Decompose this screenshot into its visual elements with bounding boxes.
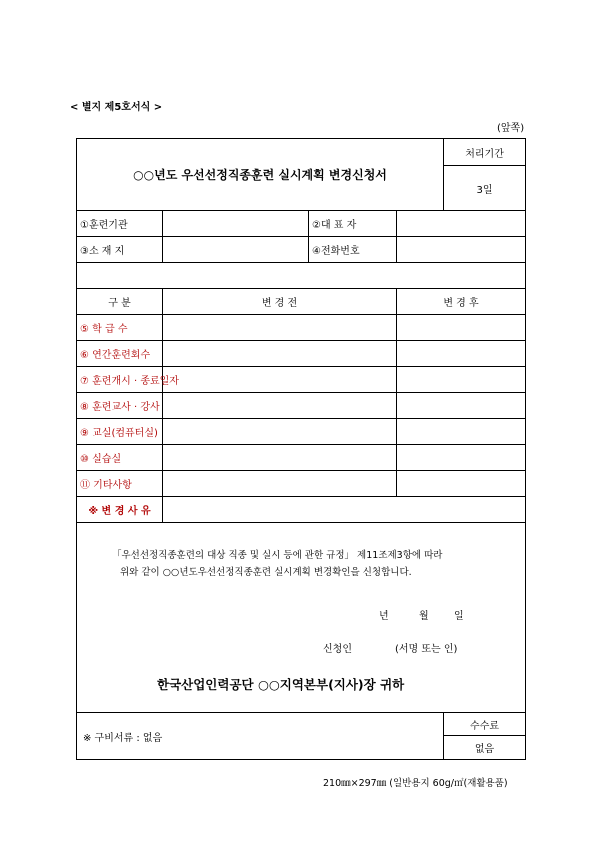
row-label-other: ⑪ 기타사항 [77, 471, 163, 497]
practice-room-after-field[interactable] [397, 445, 526, 471]
row-label-practice-room: ⑩ 실습실 [77, 445, 163, 471]
change-reason-field[interactable] [163, 497, 526, 523]
row-label-annual-sessions: ⑥ 연간훈련회수 [77, 341, 163, 367]
practice-room-before-field[interactable] [163, 445, 397, 471]
row-label-training-dates: ⑦ 훈련개시 · 종료일자 [77, 367, 163, 393]
date-year: 년 [379, 611, 389, 622]
classroom-before-field[interactable] [163, 419, 397, 445]
form-title: ○○년도 우선선정직종훈련 실시계획 변경신청서 [77, 139, 444, 211]
phone-field[interactable] [397, 237, 526, 263]
applicant-label: 신청인 [323, 644, 352, 655]
fee-value: 없음 [444, 736, 526, 760]
column-header-before: 변 경 전 [163, 289, 397, 315]
date-month: 월 [419, 611, 429, 622]
class-count-after-field[interactable] [397, 315, 526, 341]
page-side-label: (앞쪽) [497, 123, 525, 134]
other-before-field[interactable] [163, 471, 397, 497]
row-label-class-count: ⑤ 학 급 수 [77, 315, 163, 341]
fee-label: 수수료 [444, 713, 526, 736]
address-label: ③소 재 지 [77, 237, 163, 263]
other-after-field[interactable] [397, 471, 526, 497]
class-count-before-field[interactable] [163, 315, 397, 341]
declaration-line-2: 위와 같이 ○○년도우선선정직종훈련 실시계획 변경확인을 신청합니다. [120, 567, 412, 578]
classroom-after-field[interactable] [397, 419, 526, 445]
representative-label: ②대 표 자 [309, 211, 397, 237]
processing-period-value: 3일 [444, 166, 526, 211]
spacer-row [77, 263, 526, 289]
training-dates-before-field[interactable] [163, 367, 397, 393]
phone-label: ④전화번호 [309, 237, 397, 263]
paper-spec: 210㎜×297㎜ (일반용지 60g/㎡(재활용품) [323, 778, 508, 789]
declaration-line-1: 「우선선정직종훈련의 대상 직종 및 실시 등에 관한 규정」 제11조제3항에 따라 [112, 550, 443, 561]
annual-sessions-before-field[interactable] [163, 341, 397, 367]
annual-sessions-after-field[interactable] [397, 341, 526, 367]
address-field[interactable] [163, 237, 309, 263]
training-dates-after-field[interactable] [397, 367, 526, 393]
instructors-after-field[interactable] [397, 393, 526, 419]
date-day: 일 [454, 611, 464, 622]
change-reason-label: ※ 변 경 사 유 [77, 497, 163, 523]
column-header-category: 구 분 [77, 289, 163, 315]
processing-period-label: 처리기간 [444, 139, 526, 166]
application-form [76, 138, 526, 760]
row-label-classroom: ⑨ 교실(컴퓨터실) [77, 419, 163, 445]
declaration-block [77, 523, 526, 713]
institution-label: ①훈련기관 [77, 211, 163, 237]
column-header-after: 변 경 후 [397, 289, 526, 315]
instructors-before-field[interactable] [163, 393, 397, 419]
form-number: < 별지 제5호서식 > [70, 102, 163, 113]
institution-field[interactable] [163, 211, 309, 237]
addressee: 한국산업인력공단 ○○지역본부(지사)장 귀하 [157, 677, 405, 692]
required-documents-note: ※ 구비서류 : 없음 [77, 713, 444, 760]
row-label-instructors: ⑧ 훈련교사 · 강사 [77, 393, 163, 419]
representative-field[interactable] [397, 211, 526, 237]
signature-note: (서명 또는 인) [395, 644, 458, 655]
